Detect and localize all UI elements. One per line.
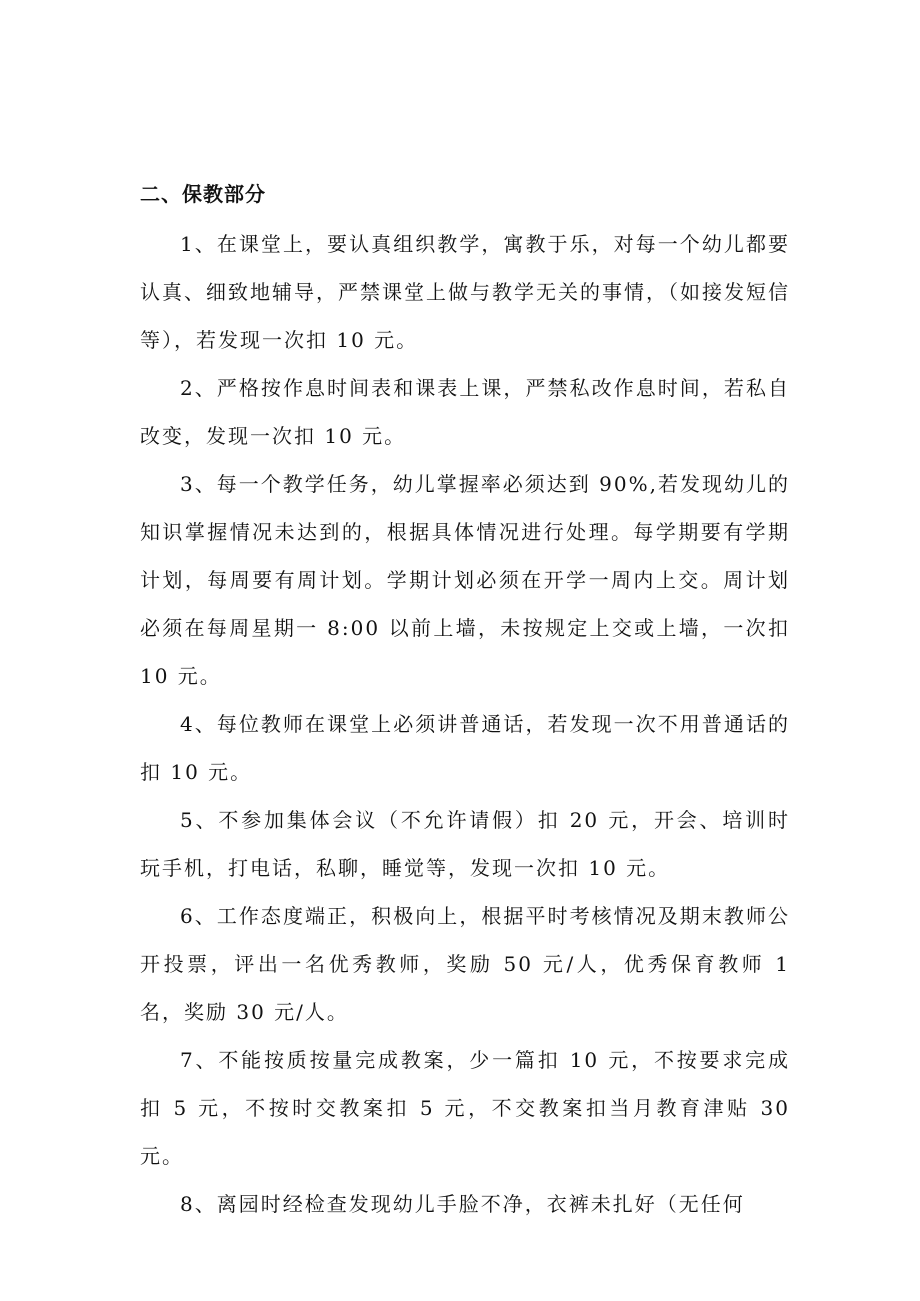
section-title: 二、保教部分: [140, 182, 266, 206]
rule-paragraph-5: 5、不参加集体会议（不允许请假）扣 20 元，开会、培训时玩手机，打电话，私聊，睡觉等，发现一次扣 10 元。: [140, 808, 790, 880]
document-body: [140, 172, 790, 1228]
rule-paragraph-2: 2、严格按作息时间表和课表上课，严禁私改作息时间，若私自改变，发现一次扣 10 元。: [140, 376, 790, 448]
rule-paragraph-7: 7、不能按质按量完成教案，少一篇扣 10 元，不按要求完成扣 5 元，不按时交教案扣 5 元，不交教案扣当月教育津贴 30 元。: [140, 1048, 790, 1168]
rule-paragraph-8: 8、离园时经检查发现幼儿手脸不净，衣裤未扎好（无任何: [180, 1192, 745, 1216]
rule-paragraph-3: 3、每一个教学任务，幼儿掌握率必须达到 90%,若发现幼儿的知识掌握情况未达到的，根据具体情况进行处理。每学期要有学期计划，每周要有周计划。学期计划必须在开学一周内上交。周计划必须在每周星期一 8:00 以前上墙，未按规定上交或上墙，一次扣 10 元。: [140, 472, 790, 688]
rule-paragraph-6: 6、工作态度端正，积极向上，根据平时考核情况及期末教师公开投票，评出一名优秀教师，奖励 50 元/人，优秀保育教师 1 名，奖励 30 元/人。: [140, 904, 790, 1024]
rule-paragraph-4: 4、每位教师在课堂上必须讲普通话，若发现一次不用普通话的扣 10 元。: [140, 712, 790, 784]
rule-paragraph-1: 1、在课堂上，要认真组织教学，寓教于乐，对每一个幼儿都要认真、细致地辅导，严禁课堂上做与教学无关的事情，（如接发短信等），若发现一次扣 10 元。: [140, 232, 790, 352]
